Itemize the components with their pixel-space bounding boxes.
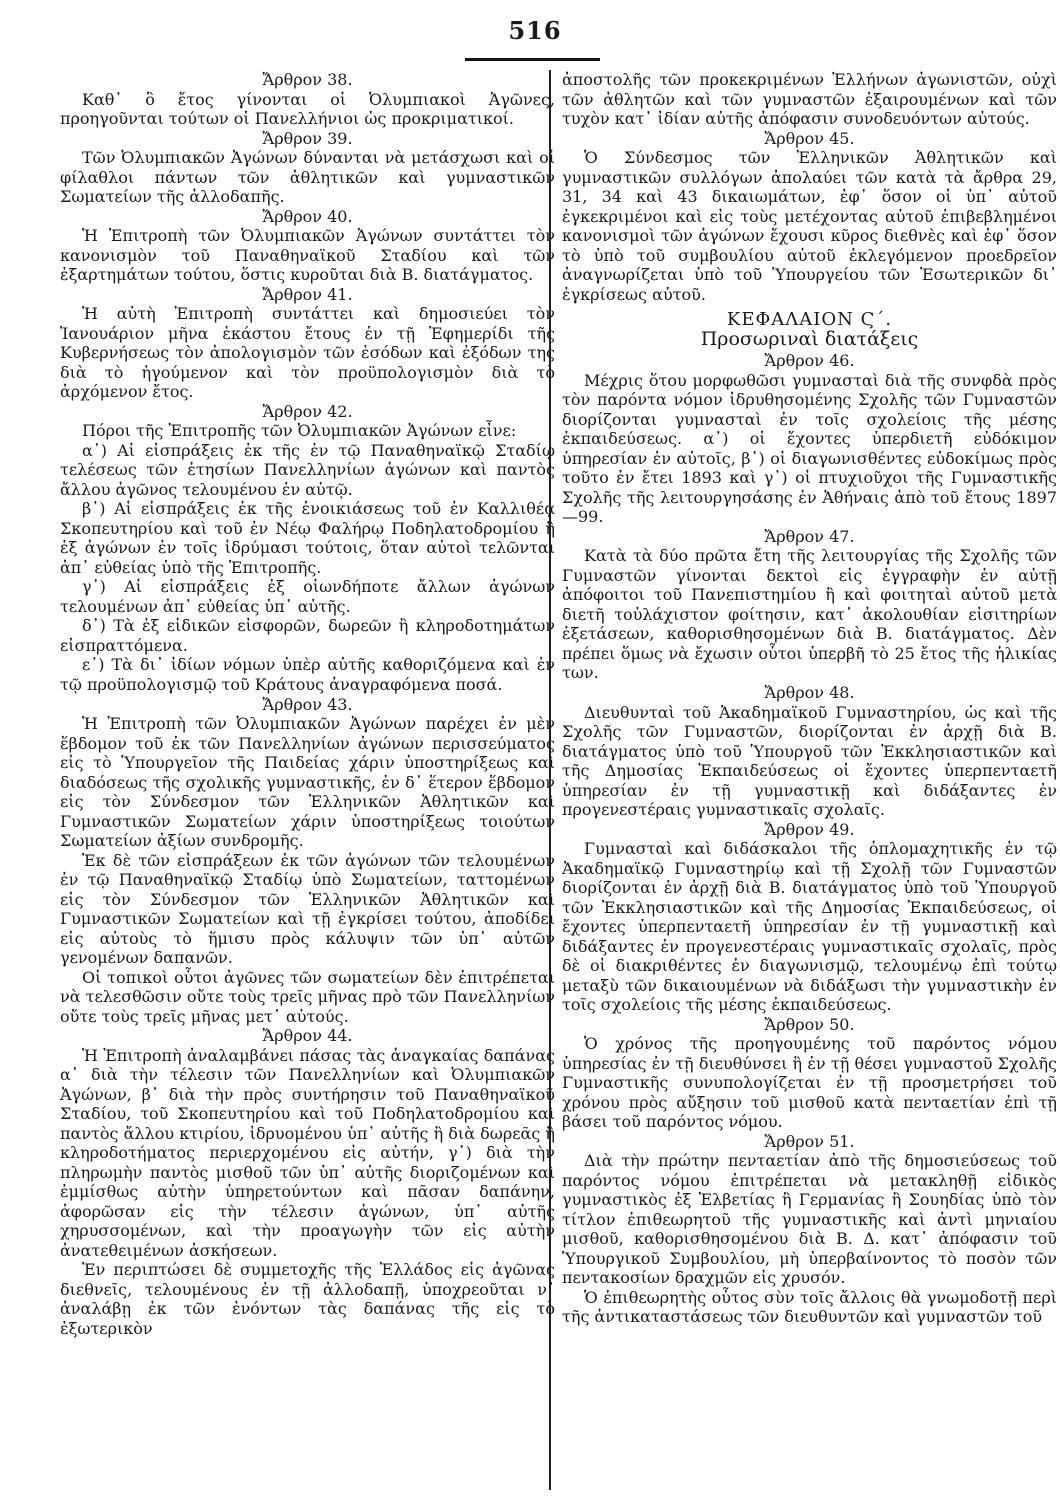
article-heading: Ἄρθρον 41. bbox=[262, 284, 353, 304]
paragraph: ε᾿) Τὰ δι᾿ ἰδίων νόμων ὑπὲρ αὐτῆς καθοριζόμενα καὶ ἐν τῷ προϋπολογισμῷ τοῦ Κράτους ἀναγραφόμενα ποσά. bbox=[60, 655, 555, 694]
paragraph: Ἡ αὐτὴ Ἐπιτροπὴ συντάττει καὶ δημοσιεύει τὸν Ἰανουάριον μῆνα ἑκάστου ἔτους ἐν τῇ Ἐφημερίδι τῆς Κυβερνήσεως τὸν ἀπολογισμὸν τῶν ἐσόδων καὶ ἐξόδων της διὰ τὸ ἡγούμενον καὶ τὸν προϋπολογισμὸν διὰ τὸ ἀρχόμενον ἔτος. bbox=[60, 304, 555, 402]
paragraph: Γυμνασταὶ καὶ διδάσκαλοι τῆς ὁπλομαχητικῆς ἐν τῷ Ἀκαδημαϊκῷ Γυμναστηρίῳ καὶ τῇ Σχολῇ τῶν Γυμναστῶν διορίζονται ἐν ἀρχῇ διὰ Β. διατάγματος ὑπὸ τοῦ Ὑπουργοῦ τῶν Ἐκκλησιαστικῶν καὶ τῆς Δημοσίας Ἐκπαιδεύσεως, οἱ ἔχοντες ὑπερπενταετῆ ὑπηρεσίαν ἐν τῇ γυμναστικῇ καὶ διδάξαντες ἐν προγενεστέραις γυμναστικαῖς σχολαῖς, πρὸς δὲ οἱ διακριθέντες ἐν διαγωνισμῷ, τελουμένῳ ἐπὶ τούτῳ μεταξὺ τῶν δικαιουμένων νὰ διδάξωσι τὴν γυμναστικὴν ἐν τοῖς σχολείοις τῆς μέσης ἐκπαιδεύσεως. bbox=[562, 839, 1057, 1015]
article-heading: Ἄρθρον 45. bbox=[764, 128, 855, 148]
paragraph: Τῶν Ὀλυμπιακῶν Ἀγώνων δύνανται νὰ μετάσχωσι καὶ οἱ φίλαθλοι πάντων τῶν ἀθλητικῶν καὶ γυμναστικῶν Σωματείων τῆς ἀλλοδαπῆς. bbox=[60, 148, 555, 207]
paragraph: Καθ᾿ ὃ ἔτος γίνονται οἱ Ὀλυμπιακοὶ Ἀγῶνες, προηγοῦνται τούτων οἱ Πανελλήνιοι ὡς προκριματικοί. bbox=[60, 89, 555, 129]
paragraph: Ὁ Σύνδεσμος τῶν Ἑλληνικῶν Ἀθλητικῶν καὶ γυμναστικῶν συλλόγων ἀπολαύει τῶν κατὰ τὰ ἄρθρα 29, 31, 34 καὶ 43 δικαιωμάτων, ἐφ᾿ ὅσον οἱ ὑπ᾿ αὐτοῦ ἐγκεκριμένοι καὶ εἰς τοὺς μετέχοντας αὐτοῦ ἐπιβεβλημένοι κανονισμοὶ τῶν ἀγώνων ἔχουσι κῦρος διεθνὲς καὶ ἐφ᾿ ὅσον τὸ ὑπὸ τοῦ συμβουλίου αὐτοῦ ἐκλεγόμενον προεδρεῖον ἀναγνωρίζεται ὑπὸ τοῦ Ὑπουργείου τῶν Ἐσωτερικῶν δι᾿ ἐγκρίσεως αὐτοῦ. bbox=[562, 148, 1057, 304]
article-heading: Ἄρθρον 47. bbox=[764, 526, 855, 546]
paragraph: Οἱ τοπικοὶ οὗτοι ἀγῶνες τῶν σωματείων δὲν ἐπιτρέπεται νὰ τελεσθῶσιν οὔτε τοὺς τρεῖς μῆνας πρὸ τῶν Πανελληνίων οὔτε τοὺς τρεῖς μῆνας μετ᾿ αὐτούς. bbox=[60, 967, 555, 1026]
paragraph: α᾿) Αἱ εἰσπράξεις ἐκ τῆς ἐν τῷ Παναθηναϊκῷ Σταδίῳ τελέσεως τῶν ἐτησίων Πανελληνίων ἀγώνων καὶ παντὸς ἄλλου ἀγῶνος τελουμένου ἐν αὐτῷ. bbox=[60, 440, 555, 499]
article-heading: Ἄρθρον 40. bbox=[262, 206, 353, 226]
paragraph: Πόροι τῆς Ἐπιτροπῆς τῶν Ὀλυμπιακῶν Ἀγώνων εἶνε: bbox=[82, 421, 517, 441]
page-number: 516 bbox=[508, 16, 562, 45]
paragraph: Διευθυνταὶ τοῦ Ἀκαδημαϊκοῦ Γυμναστηρίου, ὡς καὶ τῆς Σχολῆς τῶν Γυμναστῶν, διορίζονται ἐν ἀρχῇ διὰ Β. διατάγματος ὑπὸ τοῦ Ὑπουργοῦ τῶν Ἐκκλησιαστικῶν καὶ τῆς Δημοσίας Ἐκπαιδεύσεως οἱ ἔχοντες ὑπερπενταετῆ ὑπηρεσίαν ἐν τῇ γυμναστικῇ καὶ διδάξαντες ἐν προγενεστέραις γυμναστικαῖς σχολαῖς. bbox=[562, 702, 1057, 820]
chapter-heading: ΚΕΦΑΛΑΙΟΝ Ϛ΄. bbox=[726, 309, 893, 331]
paragraph: Ἡ Ἐπιτροπὴ τῶν Ὀλυμπιακῶν Ἀγώνων συντάττει τὸν κανονισμὸν τοῦ Παναθηναϊκοῦ Σταδίου καὶ τῶν ἐξαρτημάτων τούτου, ὅστις κυροῦται διὰ Β. διατάγματος. bbox=[60, 226, 555, 285]
article-heading: Ἄρθρον 44. bbox=[262, 1026, 353, 1046]
paragraph: Διὰ τὴν πρώτην πενταετίαν ἀπὸ τῆς δημοσιεύσεως τοῦ παρόντος νόμου ἐπιτρέπεται νὰ μετακληθῇ εἰδικὸς γυμναστικὸς ἐξ Ἑλβετίας ἢ Γερμανίας ἢ Σουηδίας ὑπὸ τὸν τίτλον ἐπιθεωρητοῦ τῆς γυμναστικῆς καὶ ἀντὶ μηνιαίου μισθοῦ, καθορισθησομένου διὰ Β. Δ. κατ᾿ ἀπόφασιν τοῦ Ὑπουργικοῦ Συμβουλίου, μὴ ὑπερβαίνοντος τὸ ποσὸν τῶν πεντακοσίων δραχμῶν εἰς χρυσόν. bbox=[562, 1151, 1057, 1288]
article-heading: Ἄρθρον 43. bbox=[262, 694, 353, 714]
right-column bbox=[562, 70, 1057, 1327]
paragraph: Μέχρις ὅτου μορφωθῶσι γυμνασταὶ διὰ τῆς συνφδὰ πρὸς τὸν παρόντα νόμον ἱδρυθησομένης Σχολῆς τῶν Γυμναστῶν διορίζονται γυμνασταὶ ἐν τοῖς σχολείοις τῆς μέσης ἐκπαιδεύσεως. α᾿) οἱ ἔχοντες ὑπερδιετῆ εὐδόκιμον ὑπηρεσίαν ἐν αὐτοῖς, β᾿) οἱ διαγωνισθέντες εὐδοκίμως πρὸς τοῦτο ἐν ἔτει 1893 καὶ γ᾿) οἱ πτυχιοῦχοι τῆς Γυμναστικῆς Σχολῆς τῆς λειτουργησάσης ἐν Ἀθήναις ἀπὸ τοῦ ἔτους 1897—99. bbox=[562, 370, 1057, 527]
article-heading: Ἄρθρον 38. bbox=[262, 70, 353, 89]
paragraph: δ᾿) Τὰ ἐξ εἰδικῶν εἰσφορῶν, δωρεῶν ἢ κληροδοτημάτων εἰσπραττόμενα. bbox=[60, 616, 555, 655]
article-heading: Ἄρθρον 48. bbox=[764, 682, 855, 702]
article-heading: Ἄρθρον 49. bbox=[764, 819, 855, 839]
paragraph: Ὁ ἐπιθεωρητὴς οὗτος σὺν τοῖς ἄλλοις θὰ γνωμοδοτῇ περὶ τῆς ἀντικαταστάσεως τῶν διευθυντῶν καὶ γυμναστῶν τοῦ bbox=[562, 1287, 1057, 1327]
paragraph: Ἡ Ἐπιτροπὴ τῶν Ὀλυμπιακῶν Ἀγώνων παρέχει ἐν μὲν ἕβδομον τοῦ ἐκ τῶν Πανελληνίων ἀγώνων περισσεύματος εἰς τὸ Ὑπουργεῖον τῆς Παιδείας χάριν ὑποστηρίξεως καὶ διαδόσεως τῆς σχολικῆς γυμναστικῆς, ἐν δ᾿ ἕτερον ἕβδομον εἰς τὸν Σύνδεσμον τῶν Ἑλληνικῶν Ἀθλητικῶν καὶ Γυμναστικῶν Σωματείων χάριν ὑποστηρίξεως τοιούτων Σωματείων ἀξίων συνδρομῆς. bbox=[60, 714, 555, 851]
chapter-subtitle: Προσωριναὶ διατάξεις bbox=[700, 327, 919, 350]
paragraph: Ἡ Ἐπιτροπὴ ἀναλαμβάνει πάσας τὰς ἀναγκαίας δαπάνας α᾿ διὰ τὴν τέλεσιν τῶν Πανελληνίων καὶ Ὀλυμπιακῶν Ἀγώνων, β᾿ διὰ τὴν πρὸς συντήρησιν τοῦ Παναθηναϊκοῦ Σταδίου, τοῦ Σκοπευτηρίου καὶ τοῦ Ποδηλατοδρομίου καὶ παντὸς ἄλλου κτιρίου, ἱδρυομένου ὑπ᾿ αὐτῆς ἢ διὰ δωρεᾶς ἢ κληροδοτήματος περιερχομένου εἰς αὐτήν, γ᾿) διὰ τὴν πληρωμὴν παντὸς μισθοῦ τῶν ὑπ᾿ αὐτῆς διοριζομένων καὶ ἐμμίσθως αὐτὴν ὑπηρετούντων καὶ πᾶσαν δαπάνην, ἀφορῶσαν εἰς τὴν τέλεσιν ἀγώνων, ὑπ᾿ αὐτῆς χηρυσσομένων, καὶ τὴν προαγωγὴν τῶν εἰς αὐτὴν ἀνατεθειμένων ἀσκήσεων. bbox=[60, 1045, 555, 1260]
article-heading: Ἄρθρον 50. bbox=[764, 1014, 855, 1034]
header-rule bbox=[465, 58, 600, 61]
paragraph: Κατὰ τὰ δύο πρῶτα ἔτη τῆς λειτουργίας τῆς Σχολῆς τῶν Γυμναστῶν γίνονται δεκτοὶ εἰς ἐγγραφὴν ἐν αὐτῇ ἀπόφοιτοι τοῦ Πανεπιστημίου ἢ καὶ φοιτηταὶ αὐτοῦ μετὰ διετῆ τοὐλάχιστον φοίτησιν, κατ᾿ ἀκολουθίαν εἰσιτηρίων ἐξετάσεων, καθορισθησομένων διὰ Β. διατάγματος. Δὲν πρέπει ὅμως νὰ ἔχωσιν οὗτοι ὑπερβῆ τὸ 25 ἔτος τῆς ἡλικίας των. bbox=[562, 546, 1057, 683]
left-column bbox=[60, 70, 555, 1339]
article-heading: Ἄρθρον 46. bbox=[764, 351, 855, 371]
paragraph: γ᾿) Αἱ εἰσπράξεις ἐξ οἱωνδήποτε ἄλλων ἀγώνων τελουμένων ἀπ᾿ εὐθείας ὑπ᾿ αὐτῆς. bbox=[60, 577, 555, 616]
article-heading: Ἄρθρον 51. bbox=[764, 1131, 855, 1151]
paragraph: Ἐκ δὲ τῶν εἰσπράξεων ἐκ τῶν ἀγώνων τῶν τελουμένων ἐν τῷ Παναθηναϊκῷ Σταδίῳ ὑπὸ Σωματείων, ταττομένων εἰς τὸν Σύνδεσμον τῶν Ἑλληνικῶν Ἀθλητικῶν καὶ Γυμναστικῶν Σωματείων καὶ τῇ ἐγκρίσει τούτου, ἀποδίδει εἰς αὐτοὺς τὸ ἥμισυ πρὸς κάλυψιν τῶν ὑπ᾿ αὐτῶν γενομένων δαπανῶν. bbox=[60, 850, 555, 968]
paragraph: ἀποστολῆς τῶν προκεκριμένων Ἑλλήνων ἀγωνιστῶν, οὐχὶ τῶν ἀθλητῶν καὶ τῶν γυμναστῶν ἐξαιρουμένων καὶ τῶν τυχὸν κατ᾿ ἰδίαν αὐτῆς ἀπόφασιν συνοδευόντων αὐτούς. bbox=[562, 70, 1057, 129]
column-divider bbox=[549, 70, 551, 1490]
paragraph: Ἐν περιπτώσει δὲ συμμετοχῆς τῆς Ἑλλάδος εἰς ἀγῶνας διεθνεῖς, τελουμένους ἐν τῇ ἀλλοδαπῇ, ὑποχρεοῦται ν᾿ ἀναλάβῃ ἐκ τῶν ἐνόντων τὰς δαπάνας τῆς εἰς τὸ ἐξωτερικὸν bbox=[60, 1260, 555, 1338]
article-heading: Ἄρθρον 39. bbox=[262, 128, 353, 148]
paragraph: Ὁ χρόνος τῆς προηγουμένης τοῦ παρόντος νόμου ὑπηρεσίας ἐν τῇ διευθύνσει ἢ ἐν τῇ θέσει γυμναστοῦ Σχολῆς Γυμναστικῆς συνυπολογίζεται ἐν τῇ προσμετρήσει τοῦ χρόνου πρὸς αὔξησιν τοῦ μισθοῦ κατὰ πενταετίαν ἐπὶ τῇ βάσει τοῦ παρόντος νόμου. bbox=[562, 1034, 1057, 1132]
paragraph: β᾿) Αἱ εἰσπράξεις ἐκ τῆς ἐνοικιάσεως τοῦ ἐν Καλλιθέᾳ Σκοπευτηρίου καὶ τοῦ ἐν Νέῳ Φαλήρῳ Ποδηλατοδρομίου ἢ ἐξ ἀγώνων ἐν τοῖς ἱδρύμασι τούτοις, ὅταν αὐτοὶ τελῶνται ἀπ᾿ εὐθείας ὑπὸ τῆς Ἐπιτροπῆς. bbox=[60, 499, 555, 577]
article-heading: Ἄρθρον 42. bbox=[262, 401, 353, 421]
